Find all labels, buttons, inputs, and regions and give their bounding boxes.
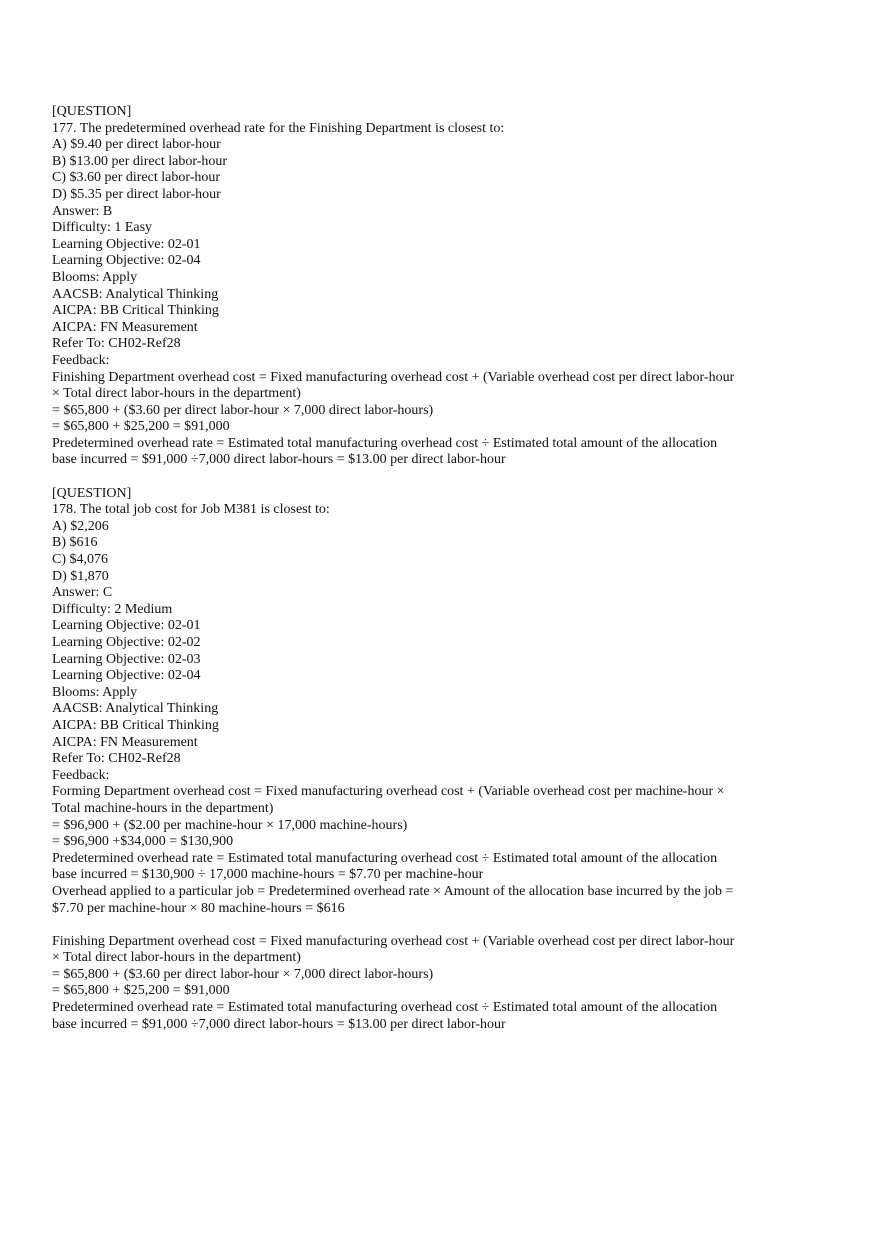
feedback-line: base incurred = $130,900 ÷ 17,000 machine-hours = $7.70 per machine-hour [52, 867, 484, 883]
feedback-heading: Feedback: [52, 767, 110, 783]
learning-objective: Learning Objective: 02-01 [52, 618, 201, 634]
feedback-line: = $65,800 + $25,200 = $91,000 [52, 419, 230, 435]
refer-to: Refer To: CH02-Ref28 [52, 336, 181, 352]
learning-objective: Learning Objective: 02-01 [52, 236, 201, 252]
feedback-line: × Total direct labor-hours in the department) [52, 386, 301, 402]
paragraph-spacer [52, 917, 772, 934]
option-a: A) $2,206 [52, 518, 109, 534]
feedback-line: $7.70 per machine-hour × 80 machine-hours = $616 [52, 900, 345, 916]
feedback-line: Total machine-hours in the department) [52, 800, 274, 816]
learning-objective: Learning Objective: 02-03 [52, 651, 201, 667]
learning-objective: Learning Objective: 02-02 [52, 635, 201, 650]
aicpa-bb: AICPA: BB Critical Thinking [52, 303, 219, 319]
document-page [52, 104, 772, 1033]
feedback-line: Forming Department overhead cost = Fixed manufacturing overhead cost + (Variable overhead cost per machine-hour × [52, 784, 725, 800]
aicpa-fn: AICPA: FN Measurement [52, 734, 198, 750]
feedback-line: = $96,900 +$34,000 = $130,900 [52, 834, 234, 850]
question-tag: [QUESTION] [52, 485, 132, 501]
option-d: D) $1,870 [52, 568, 109, 584]
feedback-line: base incurred = $91,000 ÷7,000 direct labor-hours = $13.00 per direct labor-hour [52, 1016, 506, 1032]
feedback-line: Finishing Department overhead cost = Fixed manufacturing overhead cost + (Variable overhead cost per direct labor-hour [52, 933, 735, 949]
feedback-line: = $65,800 + ($3.60 per direct labor-hour × 7,000 direct labor-hours) [52, 966, 434, 982]
difficulty: Difficulty: 1 Easy [52, 220, 153, 236]
option-b: B) $616 [52, 535, 98, 551]
feedback-heading: Feedback: [52, 352, 110, 368]
difficulty: Difficulty: 2 Medium [52, 601, 173, 617]
refer-to: Refer To: CH02-Ref28 [52, 751, 181, 767]
feedback-line: = $65,800 + ($3.60 per direct labor-hour × 7,000 direct labor-hours) [52, 402, 434, 418]
option-a: A) $9.40 per direct labor-hour [52, 137, 221, 153]
question-178 [52, 486, 772, 1034]
answer: Answer: B [52, 203, 113, 219]
question-177 [52, 104, 772, 469]
answer: Answer: C [52, 585, 113, 601]
learning-objective: Learning Objective: 02-04 [52, 253, 201, 269]
feedback-line: Overhead applied to a particular job = Predetermined overhead rate × Amount of the allocation base incurred by the job = [52, 883, 734, 899]
feedback-line: × Total direct labor-hours in the department) [52, 950, 301, 966]
blooms: Blooms: Apply [52, 269, 138, 285]
question-text: 177. The predetermined overhead rate for the Finishing Department is closest to: [52, 120, 505, 136]
feedback-line: = $65,800 + $25,200 = $91,000 [52, 983, 230, 999]
feedback-line: = $96,900 + ($2.00 per machine-hour × 17,000 machine-hours) [52, 817, 408, 833]
section-spacer [52, 469, 772, 486]
feedback-line: Predetermined overhead rate = Estimated total manufacturing overhead cost ÷ Estimated total amount of the allocation [52, 435, 718, 451]
option-c: C) $3.60 per direct labor-hour [52, 170, 221, 186]
question-tag: [QUESTION] [52, 104, 132, 119]
feedback-line: Finishing Department overhead cost = Fixed manufacturing overhead cost + (Variable overhead cost per direct labor-hour [52, 369, 735, 385]
aicpa-bb: AICPA: BB Critical Thinking [52, 717, 219, 733]
feedback-line: base incurred = $91,000 ÷7,000 direct labor-hours = $13.00 per direct labor-hour [52, 452, 506, 468]
aacsb: AACSB: Analytical Thinking [52, 286, 219, 302]
aacsb: AACSB: Analytical Thinking [52, 701, 219, 717]
question-text: 178. The total job cost for Job M381 is closest to: [52, 502, 330, 518]
learning-objective: Learning Objective: 02-04 [52, 668, 201, 684]
option-c: C) $4,076 [52, 552, 108, 568]
feedback-line: Predetermined overhead rate = Estimated total manufacturing overhead cost ÷ Estimated total amount of the allocation [52, 1000, 718, 1016]
aicpa-fn: AICPA: FN Measurement [52, 319, 198, 335]
blooms: Blooms: Apply [52, 684, 138, 700]
option-b: B) $13.00 per direct labor-hour [52, 153, 228, 169]
option-d: D) $5.35 per direct labor-hour [52, 186, 221, 202]
feedback-line: Predetermined overhead rate = Estimated total manufacturing overhead cost ÷ Estimated total amount of the allocation [52, 850, 718, 866]
